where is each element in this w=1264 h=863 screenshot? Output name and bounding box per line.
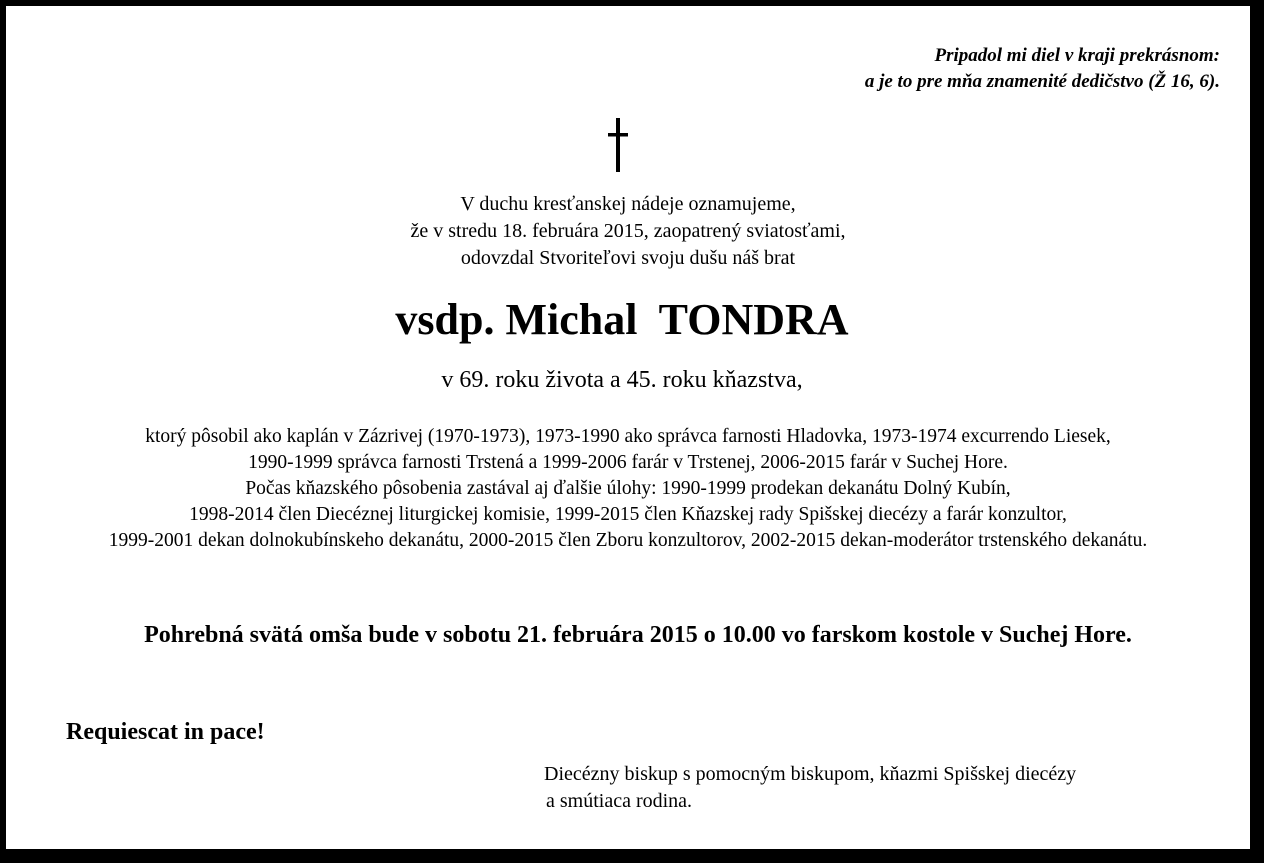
bio-line: 1990-1999 správca farnosti Trstená a 1999-2006 farár v Trstenej, 2006-2015 farár v Suchej Hore.: [248, 452, 1008, 473]
intro-line-2: že v stredu 18. februára 2015, zaopatrený sviatosťami,: [410, 220, 846, 242]
signature-block: [544, 761, 1076, 815]
signature-line-2: a smútiaca rodina.: [546, 790, 693, 812]
biography: [6, 424, 1250, 554]
age-line: v 69. roku života a 45. roku kňazstva,: [441, 367, 803, 393]
motto-line-2: a je to pre mňa znamenité dedičstvo (Ž 16, 6).: [864, 71, 1220, 92]
cross-icon: [606, 118, 630, 172]
requiescat-closing: Requiescat in pace!: [66, 719, 265, 745]
scripture-motto: [865, 43, 1220, 95]
intro-line-3: odovzdal Stvoriteľovi svoju dušu náš brat: [460, 247, 796, 269]
funeral-mass-announcement: Pohrebná svätá omša bude v sobotu 21. februára 2015 o 10.00 vo farskom kostole v Suchej Hore.: [144, 622, 1132, 648]
deceased-name: vsdp. Michal TONDRA: [395, 295, 849, 344]
bio-line: 1998-2014 člen Diecéznej liturgickej komisie, 1999-2015 člen Kňazskej rady Spišskej diecézy a farár konzultor,: [189, 504, 1067, 525]
signature-line-1: Diecézny biskup s pomocným biskupom, kňazmi Spišskej diecézy: [544, 763, 1077, 785]
bio-line: Počas kňazského pôsobenia zastával aj ďalšie úlohy: 1990-1999 prodekan dekanátu Dolný Kubín,: [245, 478, 1011, 499]
intro-line-1: V duchu kresťanskej nádeje oznamujeme,: [460, 193, 796, 215]
motto-line-1: Pripadol mi diel v kraji prekrásnom:: [934, 45, 1220, 66]
bio-line: 1999-2001 dekan dolnokubínskeho dekanátu, 2000-2015 člen Zboru konzultorov, 2002-2015 dekan-moderátor trstenského dekanátu.: [108, 530, 1148, 551]
announcement-intro: [6, 191, 1250, 272]
bio-line: ktorý pôsobil ako kaplán v Zázrivej (1970-1973), 1973-1990 ako správca farnosti Hladovka, 1973-1974 excurrendo Liesek,: [145, 426, 1111, 447]
